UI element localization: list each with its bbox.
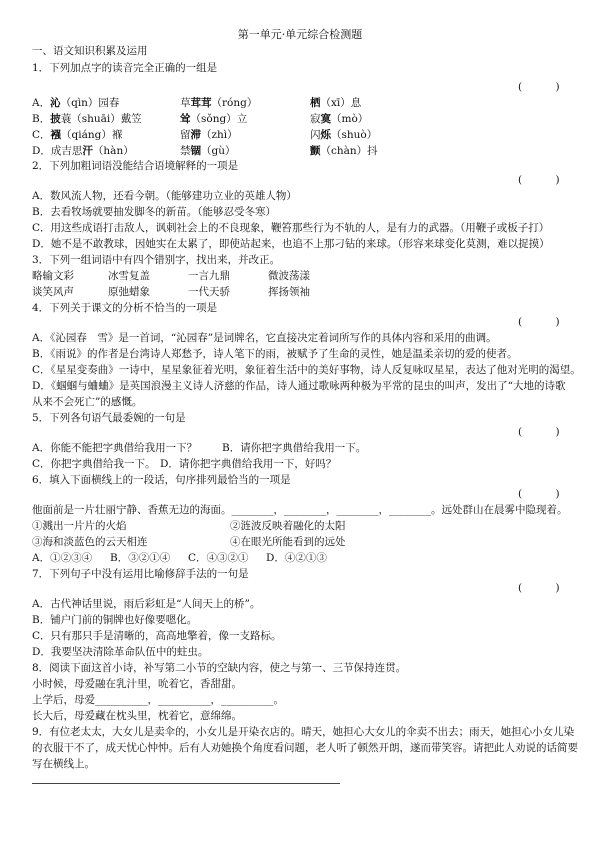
q1-dotted-char: 沁 [50,97,61,109]
q1-option-pinyin: （chàn）抖 [320,145,378,157]
q1-dotted-char: 汗 [82,145,93,157]
q6-blank[interactable]: ________ [389,504,431,516]
q1-option-prefix: 草 [180,97,191,109]
q4-option-a: A．《沁园春 雪》是一首词，“沁园春”是词牌名，它直接决定着词所写作的具体内容和采用的曲调。 [32,332,497,344]
q3-word: 挥扬领袖 [268,286,310,298]
q1-option-prefix: 留 [180,129,191,141]
q6-blank[interactable]: ________ [231,504,274,516]
q1-option-item [310,112,368,127]
q1-dotted-char: 颤 [310,145,321,157]
q4-option-b: B．《雨说》的作者是台湾诗人郑愁予，诗人笔下的雨，被赋予了生命的灵性，她是温柔亲切的爱的使者。 [32,348,518,360]
q1-option-pinyin: （sǒng）立 [190,113,248,125]
q6-blank[interactable]: ________ [284,504,326,516]
q5-option-b: B．请你把字典借给我用一下。 [222,442,367,454]
q6-choice-a: A．①②③④ [32,552,93,564]
q6-passage-start: 他面前是一片壮丽宁静、香蕉无边的海面。 [32,504,232,516]
q4-option-d: D．《蝈蝈与蛐蛐》是英国浪漫主义诗人济慈的作品，诗人通过歌咏两种极为平常的昆虫的叫声，发出了“大地的诗歌 [32,380,566,392]
q1-option-pinyin: （mò） [331,113,369,125]
q5-option-d: D．请你把字典借给我用一下，好吗？ [160,458,337,470]
q6-item: ①溅出一片片的火焰 [32,520,127,532]
q5-option-a: A．你能不能把字典借给我用一下？ [32,442,198,454]
q3-word: 略输文彩 [32,270,74,282]
q7-stem: 7．下列句子中没有运用比喻修辞手法的一句是 [32,568,249,580]
q7-option-c: C．只有那只手是清晰的，高高地擎着，像一支路标。 [32,630,282,642]
q9-answer-line[interactable] [32,783,340,784]
q1-option-item [32,128,122,143]
q2-option-d: D．她不是不敢教球，因她实在太累了，即使站起来，也追不上那刁钻的来球。（形容来球变化莫测，难以捉摸） [32,238,550,250]
q1-option-item [32,96,119,111]
q5-option-c: C．你把字典借给我一下。 [32,458,156,470]
q8-poem-line-2: 上学后，母爱__________，__________，__________。 [32,694,284,706]
q6-passage: 他面前是一片壮丽宁静、香蕉无边的海面。________，________，________，________。远处群山在晨雾中隐现着。 [32,504,568,516]
q3-word: 一言九鼎 [188,270,230,282]
q1-option-item [310,128,377,143]
q1-option-pinyin: （qiáng）褓 [61,129,123,141]
q6-passage-end: 。远处群山在晨雾中隐现着。 [431,504,568,516]
q8-stem: 8．阅读下面这首小诗，补写第二小节的空缺内容，使之与第一、三节保持连贯。 [32,662,407,674]
q1-option-prefix: 寂 [310,113,321,125]
q1-option-item [32,112,142,127]
q2-option-a [32,189,592,204]
q1-option-item [310,144,378,159]
q6-blank[interactable]: ________ [336,504,379,516]
q6-answer-paren: ( ) [518,488,560,500]
q1-option-pinyin: （gù） [201,145,236,157]
q4-stem: 4．下列关于课文的分析不恰当的一项是 [32,302,218,314]
q6-item: ②涟波反映着融化的太阳 [230,520,346,532]
q5-stem: 5．下列各句语气最委婉的一句是 [32,412,186,424]
q3-word: 微波荡漾 [268,270,310,282]
q2-stem: 2．下列加粗词语没能结合语境解释的一项是 [32,160,239,172]
q1-option-pinyin: 蓑（shuāi）戴笠 [60,113,142,125]
q8-blank[interactable]: __________ [221,694,274,706]
q3-word: 谈笑风声 [32,286,74,298]
q9-line-2: 的衣服干不了，成天忧心忡忡。后有人劝她换个角度看问题，老人听了顿然开朗，遂而带笑容。请把此人劝说的话简要 [32,742,578,754]
q1-dotted-char: 披 [50,113,61,125]
q4-option-c: C．《星星变奏曲》一诗中，星星象征着光明，象征着生活中的美好事物，诗人反复咏叹星星，表达了他对光明的渴望。 [32,364,581,376]
q3-word: 冰雪复盖 [108,270,150,282]
q3-stem: 3．下列一组词语中有四个错别字，找出来，并改正。 [32,254,281,266]
q8-blank[interactable]: __________ [158,694,211,706]
q8-poem-line-3: 长大后，母爱藏在枕头里，枕着它，意绵绵。 [32,710,242,722]
q1-dotted-char: 茸茸 [190,97,212,109]
q2-option-c: C．用这些成语打击敌人，讽刺社会上的不良现象，鞭笞那些行为不轨的人，是有力的武器。（用鞭子或板子打） [32,222,550,234]
q6-item: ④在眼光所能看到的远处 [230,536,346,548]
page-title: 第一单元·单元综合检测题 [237,28,363,41]
q1-option-prefix: 闪 [310,129,321,141]
q4-option-d-cont: 从来不会死亡”的感慨。 [32,396,143,408]
q1-option-item [180,144,235,159]
q1-answer-paren: ( ) [518,81,560,93]
q1-option-item [180,128,238,143]
q2-option-a-text: A．数风流人物，还看今朝。（能够建功立业的英雄人物） [32,190,297,202]
q2-option-b: B．去看牧场就要抽发脚冬的新苗。（能够忍受冬寒） [32,206,276,218]
q3-word: 原弛蜡象 [108,286,150,298]
q1-option-pinyin: （róng） [211,97,258,109]
q1-dotted-char: 耸 [180,113,191,125]
q1-option-item [310,96,361,111]
q4-answer-paren: ( ) [518,316,560,328]
q1-option-pinyin: （xī）息 [320,97,362,109]
q8-poem-line-1: 小时候，母爱融在乳汁里，吮着它，香甜甜。 [32,678,242,690]
q6-choice-c: C．④③②① [188,552,249,564]
q1-dotted-char: 栖 [310,97,321,109]
q1-dotted-char: 烁 [320,129,331,141]
q7-option-a: A．古代神话里说，雨后彩虹是“人间天上的桥”。 [32,598,261,610]
q1-option-prefix: C． [32,129,51,141]
q5-answer-paren: ( ) [518,426,560,438]
q1-dotted-char: 寞 [320,113,331,125]
q6-choice-b: B．③②①④ [110,552,171,564]
q1-dotted-char: 襁 [50,129,62,141]
q9-line-3: 写在横线上。 [32,758,95,770]
q1-dotted-char: 滞 [190,129,201,141]
q1-option-pinyin: （hàn） [92,145,134,157]
q6-item: ③海和淡蓝色的云天相连 [32,536,148,548]
q1-option-item [180,96,257,111]
q1-option-prefix: D．成吉思 [32,145,83,157]
q1-stem: 1．下列加点字的读音完全正确的一组是 [32,62,218,74]
q6-stem: 6．填入下面横线上的一段话，句序排列最恰当的一项是 [32,474,291,486]
q1-option-pinyin: （shuò） [331,129,378,141]
q8-blank[interactable]: __________ [95,694,148,706]
q7-option-b: B．铺户门前的铜牌也好像要嗯化。 [32,614,198,626]
q1-option-item [32,144,134,159]
q7-option-d: D．我要坚决清除革命队伍中的蛀虫。 [32,646,209,658]
q1-option-pinyin: （qìn）园春 [60,97,120,109]
section-heading: 一、语文知识积累及运用 [32,45,148,57]
q1-option-prefix: B． [32,113,51,125]
q8-line2-text: 上学后，母爱 [32,694,95,706]
q7-answer-paren: ( ) [518,582,560,594]
q1-dotted-char: 锢 [190,145,201,157]
q3-word: 一代天骄 [188,286,230,298]
q2-answer-paren: ( ) [518,174,560,186]
q6-choice-d: D．④②①③ [266,552,327,564]
q1-option-prefix: 禁 [180,145,191,157]
q1-option-item [180,112,247,127]
q1-option-prefix: A． [32,97,51,109]
q1-option-pinyin: （zhì） [201,129,238,141]
q9-line-1: 9．有位老太太，大女儿是卖伞的，小女儿是开染衣店的。晴天，她担心大女儿的伞卖不出去；雨天，她担心小女儿染 [32,726,575,738]
